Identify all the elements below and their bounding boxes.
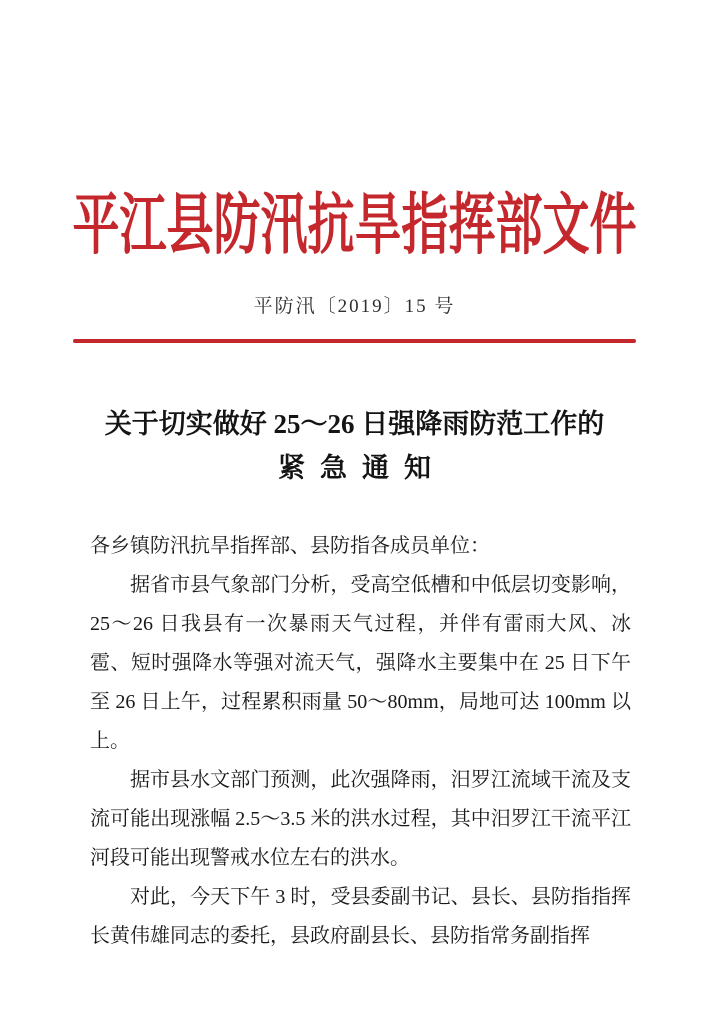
salutation-line: 各乡镇防汛抗旱指挥部、县防指各成员单位：: [90, 535, 490, 557]
notice-title: [40, 402, 669, 490]
body-paragraph-weather-forecast: 据省市县气象部门分析，受高空低槽和中低层切变影响，25～26 日我县有一次暴雨天气过程，并伴有雷雨大风、冰雹、短时强降水等强对流天气，强降水主要集中在 25 日下午至 26 日上午，过程累积雨量 50～80mm，局地可达 100mm 以上。: [90, 574, 631, 752]
issuing-org-title: 平江县防汛抗旱指挥部文件: [72, 189, 637, 263]
body-paragraph-meeting-directive: 对此，今天下午 3 时，受县委副书记、县长、县防指指挥长黄伟雄同志的委托，县政府副县长、县防指常务副指挥: [90, 886, 631, 947]
body-paragraph-hydrology-forecast: 据市县水文部门预测，此次强降雨，汨罗江流域干流及支流可能出现涨幅 2.5～3.5 米的洪水过程，其中汨罗江干流平江河段可能出现警戒水位左右的洪水。: [90, 769, 631, 869]
notice-title-line2: 紧急通知: [278, 453, 446, 483]
notice-body: [90, 527, 631, 956]
notice-title-line1: 关于切实做好 25～26 日强降雨防范工作的: [104, 409, 605, 439]
red-divider-line: [73, 339, 636, 343]
document-number: 平防汛〔2019〕15 号: [253, 296, 456, 317]
